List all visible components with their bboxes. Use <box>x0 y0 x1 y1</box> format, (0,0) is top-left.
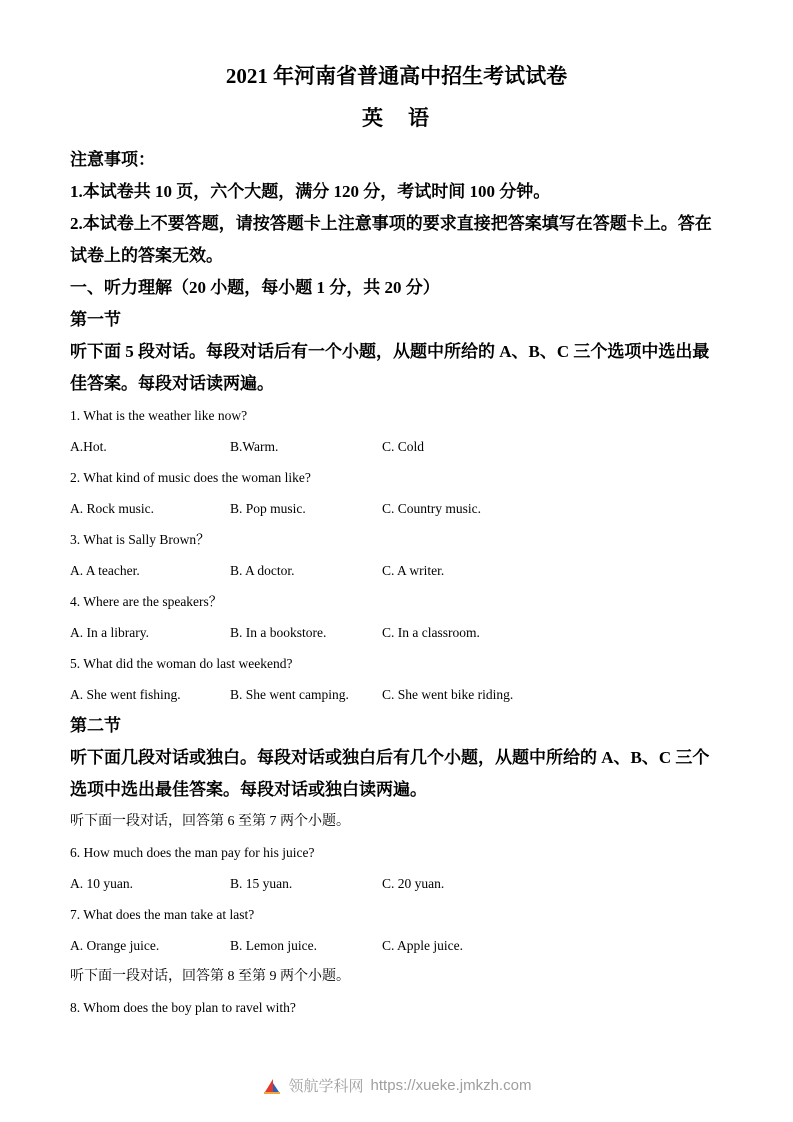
question-block-1 <box>70 400 723 462</box>
question-options <box>70 868 723 899</box>
exam-title: 2021 年河南省普通高中招生考试试卷 <box>225 64 568 88</box>
question-options <box>70 493 723 524</box>
option-b: B. She went camping. <box>230 687 349 702</box>
option-a: A. A teacher. <box>70 563 140 578</box>
option-c: C. In a classroom. <box>382 625 480 640</box>
question-options <box>70 930 723 961</box>
option-a: A. 10 yuan. <box>70 876 133 891</box>
question-text: 1. What is the weather like now? <box>70 408 248 423</box>
question-block-4 <box>70 586 723 648</box>
question-text: 5. What did the woman do last weekend? <box>70 656 293 671</box>
question-options <box>70 431 723 462</box>
question-block-3 <box>70 524 723 586</box>
exam-subject: 英 语 <box>362 106 431 130</box>
option-c: C. A writer. <box>382 563 445 578</box>
question-text: 4. Where are the speakers？ <box>70 594 223 609</box>
question-options <box>70 617 723 648</box>
part1-instructions: 听下面 5 段对话。每段对话后有一个小题，从题中所给的 A、B、C 三个选项中选出最佳答案。每段对话读两遍。 <box>70 342 710 393</box>
question-block-2 <box>70 462 723 524</box>
question-block-8 <box>70 992 723 1023</box>
passage2-intro: 听下面一段对话，回答第 8 至第 9 两个小题。 <box>70 969 350 984</box>
question-text: 6. How much does the man pay for his juice? <box>70 845 315 860</box>
option-a: A. Orange juice. <box>70 938 160 953</box>
watermark-footer <box>0 1075 793 1096</box>
question-text: 8. Whom does the boy plan to ravel with? <box>70 1000 296 1015</box>
option-b: B.Warm. <box>230 439 279 454</box>
option-c: C. She went bike riding. <box>382 687 514 702</box>
site-url: https://xueke.jmkzh.com <box>370 1077 532 1094</box>
option-b: B. 15 yuan. <box>230 876 293 891</box>
question-text: 7. What does the man take at last? <box>70 907 255 922</box>
section-heading-listening: 一、听力理解（20 小题，每小题 1 分，共 20 分） <box>70 278 440 297</box>
question-block-6 <box>70 837 723 899</box>
part1-label: 第一节 <box>70 310 121 329</box>
option-b: B. Pop music. <box>230 501 306 516</box>
option-b: B. In a bookstore. <box>230 625 327 640</box>
option-a: A. Rock music. <box>70 501 154 516</box>
option-b: B. A doctor. <box>230 563 295 578</box>
option-b: B. Lemon juice. <box>230 938 317 953</box>
site-name: 领航学科网 <box>288 1078 364 1095</box>
passage1-intro: 听下面一段对话，回答第 6 至第 7 两个小题。 <box>70 814 350 829</box>
question-text: 3. What is Sally Brown？ <box>70 532 210 547</box>
option-c: C. 20 yuan. <box>382 876 445 891</box>
option-a: A.Hot. <box>70 439 107 454</box>
option-a: A. In a library. <box>70 625 149 640</box>
question-block-5 <box>70 648 723 710</box>
part2-label: 第二节 <box>70 716 121 735</box>
question-options <box>70 555 723 586</box>
notice-item-2: 2.本试卷上不要答题，请按答题卡上注意事项的要求直接把答案填写在答题卡上。答在试卷上的答案无效。 <box>70 214 712 265</box>
part2-instructions: 听下面几段对话或独白。每段对话或独白后有几个小题，从题中所给的 A、B、C 三个选项中选出最佳答案。每段对话或独白读两遍。 <box>70 748 710 799</box>
question-options <box>70 679 723 710</box>
question-block-7 <box>70 899 723 961</box>
option-a: A. She went fishing. <box>70 687 181 702</box>
option-c: C. Apple juice. <box>382 938 463 953</box>
notice-header: 注意事项： <box>70 150 155 169</box>
site-logo-icon <box>262 1076 282 1096</box>
option-c: C. Cold <box>382 439 425 454</box>
option-c: C. Country music. <box>382 501 482 516</box>
notice-item-1: 1.本试卷共 10 页，六个大题，满分 120 分，考试时间 100 分钟。 <box>70 182 551 201</box>
question-text: 2. What kind of music does the woman like? <box>70 470 311 485</box>
